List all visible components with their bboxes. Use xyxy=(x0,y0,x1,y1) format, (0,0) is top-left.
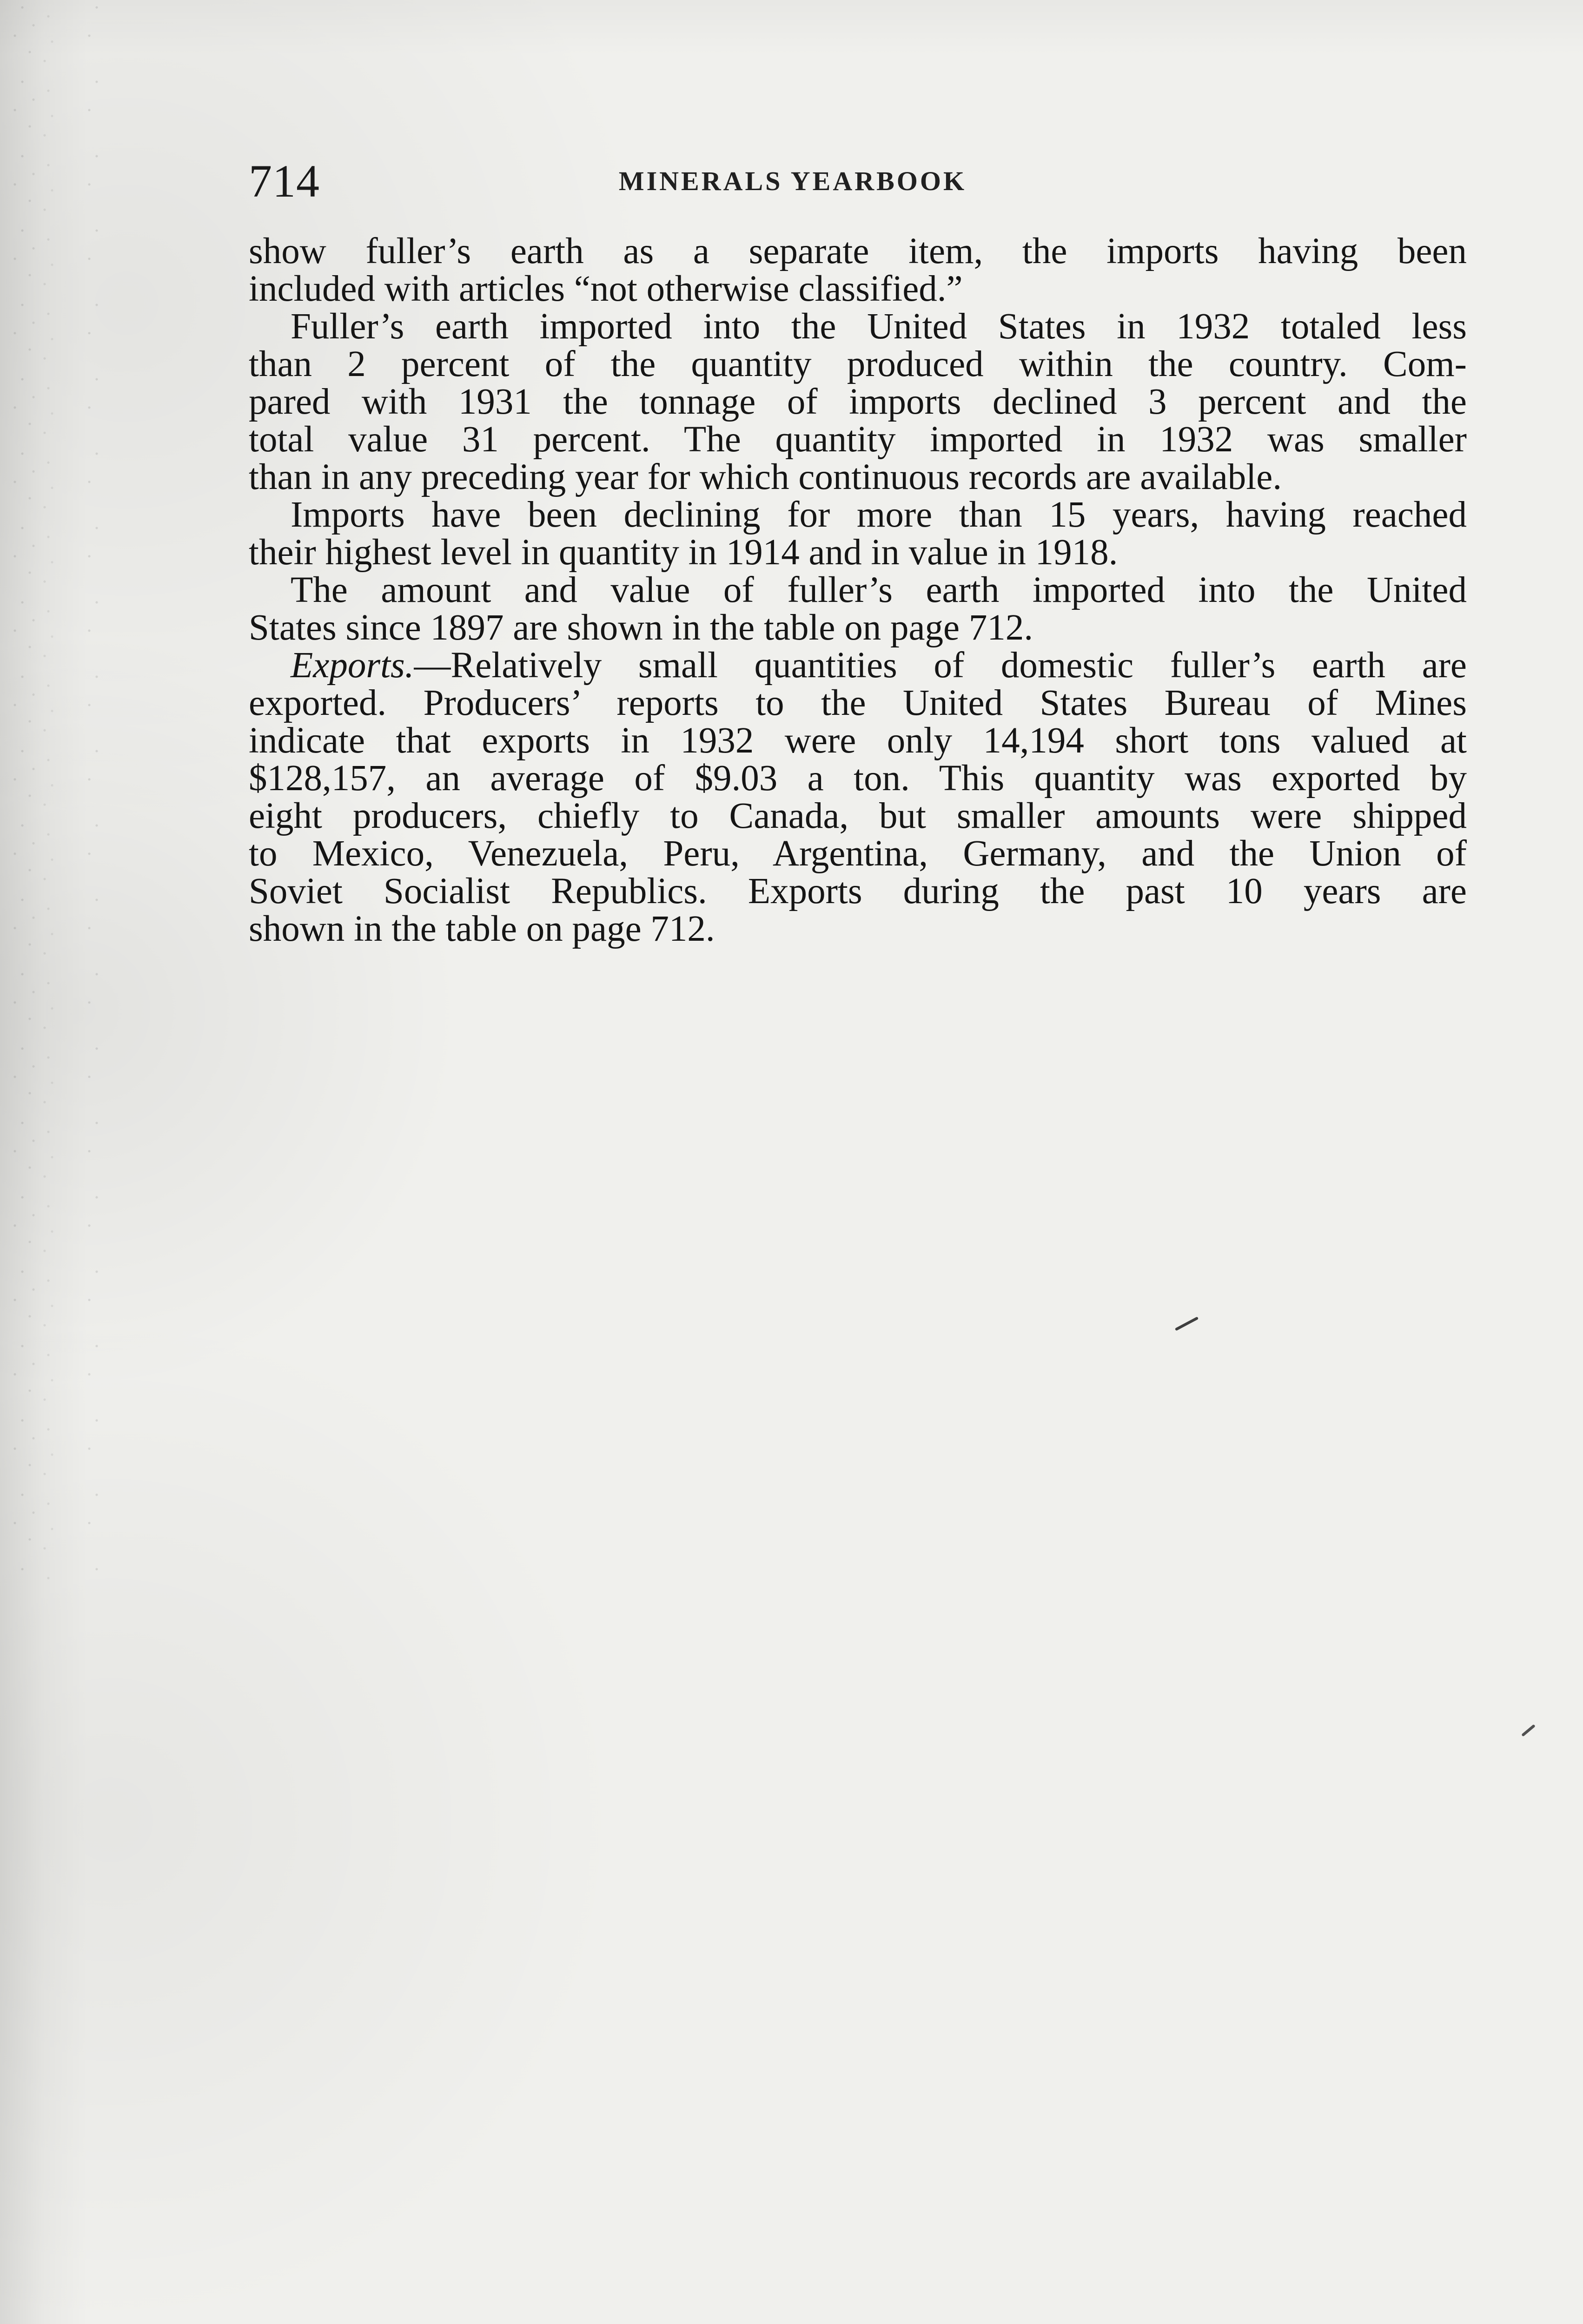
text-line: total value 31 percent. The quantity imported in 1932 was smaller xyxy=(249,419,1467,460)
text-line: indicate that exports in 1932 were only 14,194 short tons valued at xyxy=(249,720,1467,761)
text-line: shown in the table on page 712. xyxy=(249,909,715,949)
text-line: than in any preceding year for which continuous records are available. xyxy=(249,457,1282,497)
text-line: States since 1897 are shown in the table on page 712. xyxy=(249,607,1033,648)
text-line: their highest level in quantity in 1914 and in value in 1918. xyxy=(249,532,1118,573)
text-line: The amount and value of fuller’s earth imported into the United xyxy=(291,570,1467,610)
text-line: show fuller’s earth as a separate item, the imports having been xyxy=(249,231,1467,271)
page-number: 714 xyxy=(249,155,320,207)
text-line: Imports have been declining for more than 15 years, having reached xyxy=(291,495,1467,535)
scan-edge-speckles xyxy=(0,0,102,1580)
text-line: Soviet Socialist Republics. Exports during the past 10 years are xyxy=(249,871,1467,911)
text-line: $128,157, an average of $9.03 a ton. This quantity was exported by xyxy=(249,758,1467,799)
body-text xyxy=(249,232,1467,948)
page-header xyxy=(249,149,1457,214)
scan-mark xyxy=(1175,1316,1199,1331)
running-title: MINERALS YEARBOOK xyxy=(618,166,967,196)
exports-intro: —Relatively small quantities of domestic fuller’s earth are xyxy=(414,645,1467,686)
scan-mark xyxy=(1521,1724,1536,1736)
exports-paragraph-line xyxy=(249,647,1467,684)
text-line: to Mexico, Venezuela, Peru, Argentina, Germany, and the Union of xyxy=(249,833,1467,874)
exports-heading: Exports. xyxy=(291,645,414,686)
text-line: included with articles “not otherwise classified.” xyxy=(249,269,963,309)
text-line: pared with 1931 the tonnage of imports declined 3 percent and the xyxy=(249,382,1467,422)
text-line: Fuller’s earth imported into the United States in 1932 totaled less xyxy=(291,306,1467,347)
text-line: exported. Producers’ reports to the United States Bureau of Mines xyxy=(249,683,1467,723)
text-line: than 2 percent of the quantity produced within the country. Com- xyxy=(249,344,1467,384)
text-line: eight producers, chiefly to Canada, but smaller amounts were shipped xyxy=(249,796,1467,836)
